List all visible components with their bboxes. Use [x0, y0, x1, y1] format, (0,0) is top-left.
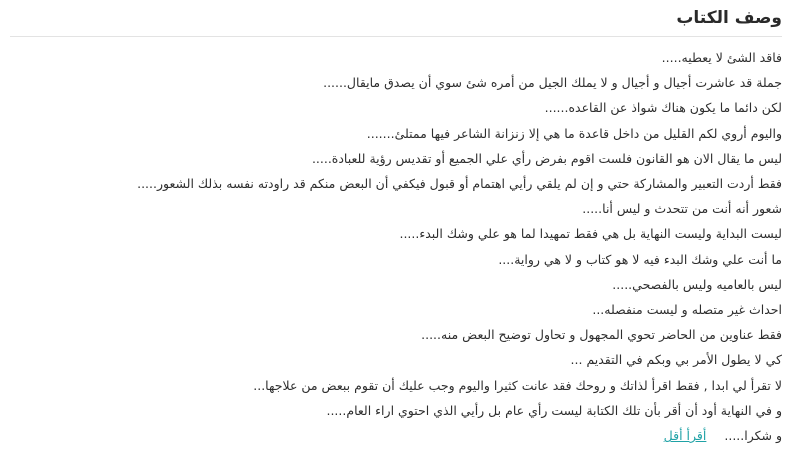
description-line: احداث غير متصله و ليست منفصله...	[592, 302, 782, 318]
description-line: ليس ما يقال الان هو القانون فلست اقوم بفرض رأي علي الجميع أو تقديس رؤية للعبادة.....	[311, 150, 782, 166]
read-less-link[interactable]: أقرأ أقل	[663, 428, 707, 444]
description-text	[10, 45, 782, 448]
description-line: جملة قد عاشرت أجيال و أجيال و لا يملك الجيل من أمره شئ سوي أن يصدق مايقال......	[323, 75, 782, 91]
section-title: وصف الكتاب	[676, 8, 782, 28]
description-line: ليس بالعاميه وليس بالفصحي.....	[612, 276, 782, 292]
closing-line	[10, 423, 782, 448]
description-line: ليست البداية وليست النهاية بل هي فقط تمهيدا لما هو علي وشك البدء.....	[399, 226, 782, 242]
description-line: لا تقرأ لي ابدا , فقط اقرأ لذاتك و روحك فقد عانت كثيرا واليوم وجب عليك أن تقوم ببعض من علاجها...	[253, 377, 782, 393]
description-line: كي لا يطول الأمر بي وبكم في التقديم ...	[570, 352, 782, 368]
description-line: و في النهاية أود أن أقر بأن تلك الكتابة ليست رأي عام بل رأيي الذي احتوي اراء العام.....	[326, 402, 782, 418]
description-line: فقط عناوين من الحاضر تحوي المجهول و تحاول توضيح البعض منه.....	[421, 327, 782, 343]
description-line: لكن دائما ما يكون هناك شواذ عن القاعده......	[544, 100, 782, 116]
description-line: فقط أردت التعبير والمشاركة حتي و إن لم يلقي رأيي اهتمام أو قبول فيكفي أن البعض منكم قد راودته نفسه بذلك الشعور.....	[137, 176, 782, 192]
closing-text: و شكرا.....	[724, 428, 782, 444]
title-divider	[10, 36, 782, 37]
description-line: واليوم أروي لكم القليل من داخل قاعدة ما هي إلا زنزانة الشاعر فيها ممتلئ.......	[366, 125, 782, 141]
description-line: فاقد الشئ لا يعطيه.....	[661, 50, 782, 65]
description-line: شعور أنه أنت من تتحدث و ليس أنا.....	[582, 201, 782, 217]
description-line: ما أنت علي وشك البدء فيه لا هو كتاب و لا هي رواية....	[498, 251, 782, 267]
